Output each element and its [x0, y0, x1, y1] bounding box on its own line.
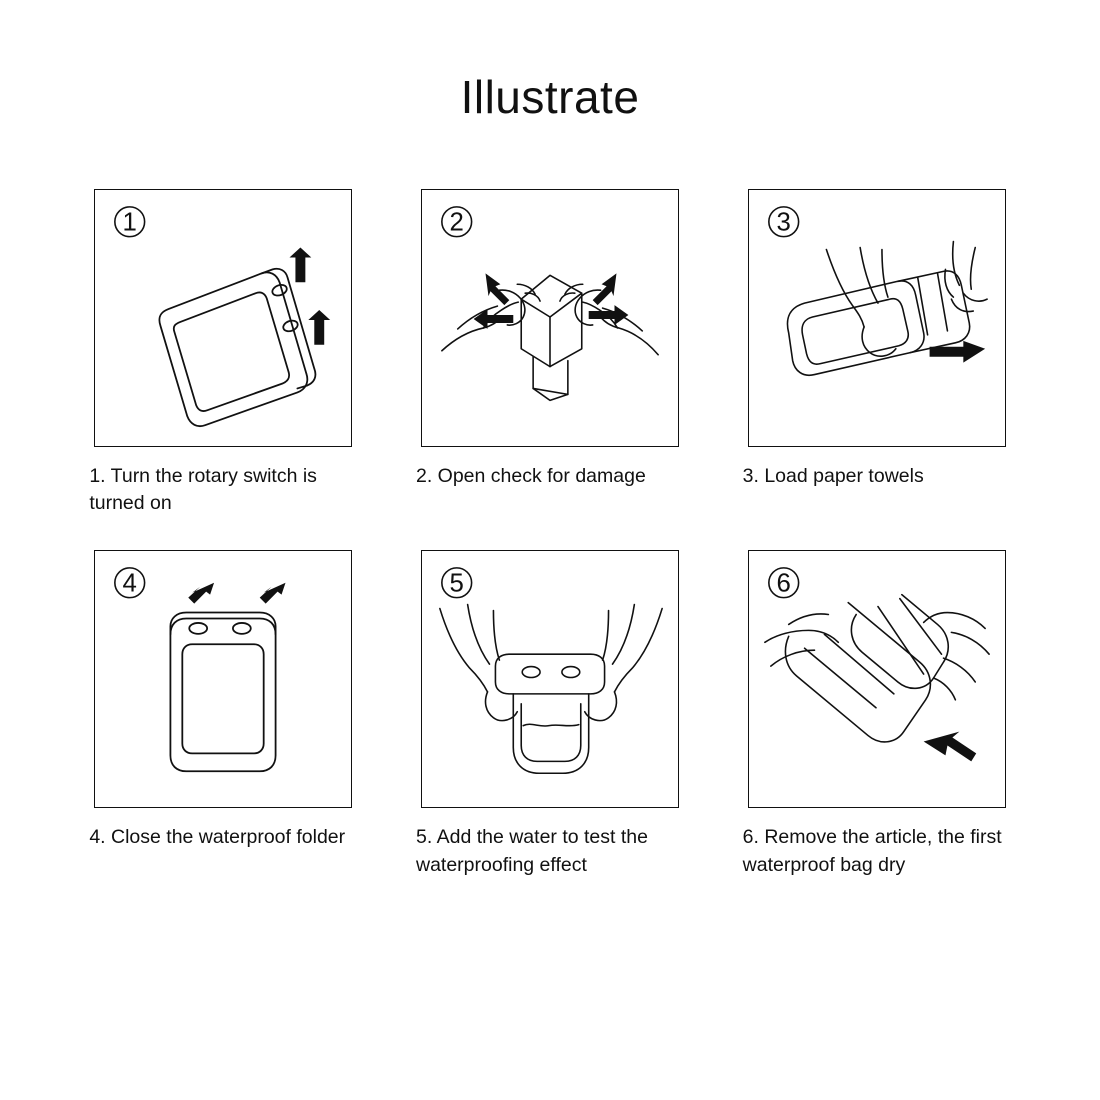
step-number-5: 5 [449, 569, 464, 598]
step-caption-5: 5. Add the water to test the waterproofing effect [415, 825, 648, 876]
step-cell-5 [387, 550, 714, 879]
step-cell-3 [713, 189, 1040, 518]
step-caption-6: 6. Remove the article, the first waterproof bag dry [742, 825, 1002, 876]
step-number-2: 2 [449, 208, 464, 237]
step-illustration-5 [421, 550, 679, 808]
step-caption-1: 1. Turn the rotary switch is turned on [89, 464, 317, 515]
step-number-4: 4 [122, 569, 138, 598]
step-number-1: 1 [122, 208, 138, 237]
step-caption-3: 3. Load paper towels [742, 464, 924, 487]
step-illustration-1 [94, 189, 352, 447]
step-illustration-3 [748, 189, 1006, 447]
step-illustration-2 [421, 189, 679, 447]
step-number-3: 3 [776, 208, 791, 237]
step-illustration-6 [748, 550, 1006, 808]
step-cell-1 [60, 189, 387, 518]
step-cell-4 [60, 550, 387, 879]
steps-grid [0, 189, 1100, 880]
step-cell-6 [713, 550, 1040, 879]
step-caption-4: 4. Close the waterproof folder [89, 825, 346, 848]
page-title: Illustrate [460, 71, 640, 123]
step-illustration-4 [94, 550, 352, 808]
step-caption-2: 2. Open check for damage [415, 464, 646, 487]
step-number-6: 6 [776, 569, 791, 598]
step-cell-2 [387, 189, 714, 518]
